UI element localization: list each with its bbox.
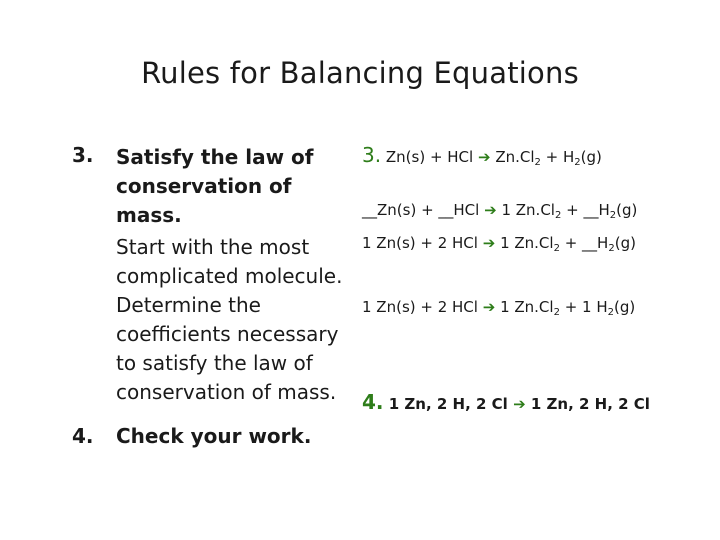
equation-partial (362, 234, 636, 252)
eq-part: Zn.Cl (490, 148, 535, 166)
eq-part: 1 Zn, 2 H, 2 Cl (388, 395, 514, 413)
rule-4-number: 4. (72, 424, 94, 448)
rule-3-line: complicated molecule. (116, 264, 343, 288)
eq-subscript: 2 (607, 307, 615, 318)
eq-part: (g) (614, 234, 636, 252)
eq-subscript: 2 (534, 157, 541, 168)
arrow-icon: ➔ (484, 201, 497, 219)
rule-3-line: Satisfy the law of (116, 145, 314, 169)
eq-part: Zn(s) + HCl (385, 148, 478, 166)
arrow-icon: ➔ (477, 148, 491, 166)
eq-subscript: 2 (553, 307, 560, 318)
rule-3-line: Start with the most (116, 235, 310, 259)
equation-unbalanced (362, 143, 602, 167)
slide-title: Rules for Balancing Equations (141, 56, 579, 90)
eq-part: 1 Zn.Cl (495, 234, 554, 252)
eq-part: + __H (559, 234, 609, 252)
eq-part: (g) (580, 148, 602, 166)
eq-subscript: 2 (608, 243, 615, 254)
equation-blanks (362, 201, 637, 219)
step-3-number: 3. (362, 143, 382, 167)
eq-part: 1 Zn.Cl (496, 201, 555, 219)
eq-part: 1 Zn, 2 H, 2 Cl (525, 395, 650, 413)
atom-count-check (362, 390, 650, 414)
eq-subscript: 2 (553, 243, 560, 254)
rule-3-line: conservation of mass. (116, 380, 337, 404)
rule-4-text: Check your work. (116, 424, 312, 448)
step-4-number: 4. (362, 390, 384, 414)
rule-3-line: Determine the (116, 293, 261, 317)
eq-part: (g) (614, 298, 636, 316)
rule-3-line: to satisfy the law of (116, 351, 313, 375)
eq-part: 1 Zn(s) + 2 HCl (362, 298, 483, 316)
eq-part: + 1 H (559, 298, 608, 316)
eq-part: (g) (616, 201, 638, 219)
eq-part: __Zn(s) + __HCl (362, 201, 485, 219)
eq-part: + __H (561, 201, 610, 219)
rule-3-line: coefficients necessary (116, 322, 339, 346)
eq-subscript: 2 (609, 210, 617, 221)
arrow-icon: ➔ (482, 298, 496, 316)
arrow-icon: ➔ (482, 234, 496, 252)
eq-part: 1 Zn.Cl (495, 298, 554, 316)
equation-balanced (362, 298, 635, 316)
rule-3-line: conservation of mass. (116, 174, 292, 227)
eq-part: 1 Zn(s) + 2 HCl (362, 234, 483, 252)
eq-subscript: 2 (554, 210, 562, 221)
eq-subscript: 2 (574, 157, 581, 168)
rule-3-number: 3. (72, 143, 94, 167)
eq-part: + H (540, 148, 575, 166)
arrow-icon: ➔ (513, 395, 526, 413)
rule-3-text (116, 143, 356, 407)
